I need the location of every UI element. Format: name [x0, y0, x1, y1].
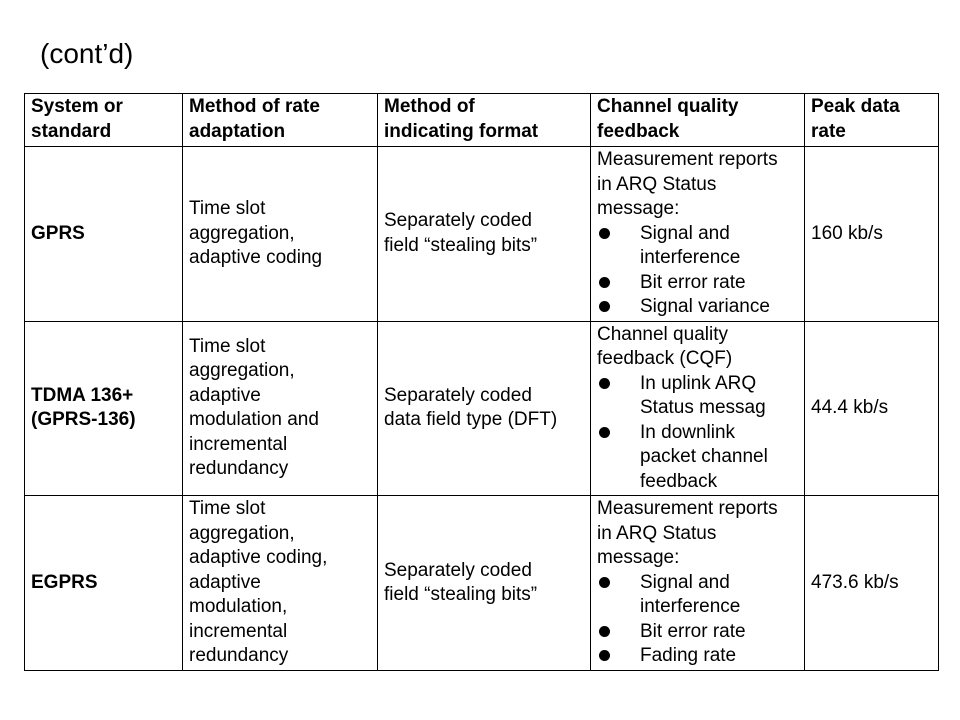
cell-rate-adaptation	[183, 496, 378, 671]
header-line: feedback	[597, 120, 680, 142]
cell-line: Time slot	[189, 498, 266, 520]
cell-indicating-format	[378, 147, 591, 322]
cell-line: incremental	[189, 620, 288, 642]
bullet-item	[597, 295, 804, 320]
header-channel-feedback	[591, 94, 805, 147]
bullet-dot-icon	[599, 301, 610, 312]
cell-line: adaptive	[189, 571, 261, 593]
header-line: Channel quality	[597, 96, 739, 117]
cell-system	[25, 147, 183, 322]
header-line: Method of	[384, 96, 475, 117]
cell-line: aggregation,	[189, 222, 295, 244]
cell-channel-feedback	[591, 496, 805, 671]
cell-line: EGPRS	[31, 571, 98, 593]
cell-line: feedback	[640, 470, 718, 492]
cell-line: GPRS	[31, 222, 85, 244]
cell-line: Signal variance	[640, 296, 770, 317]
header-line: adaptation	[189, 120, 286, 142]
table-header-row	[25, 94, 939, 147]
cell-line: Separately coded	[384, 210, 532, 232]
cell-line: 44.4 kb/s	[811, 397, 889, 418]
cell-peak-rate	[805, 321, 939, 496]
bullet-item	[597, 372, 804, 421]
bullet-dot-icon	[599, 650, 610, 661]
cell-line: message:	[597, 547, 680, 569]
header-indicating-format	[378, 94, 591, 147]
cell-rate-adaptation	[183, 321, 378, 496]
cell-line: Measurement reports	[597, 149, 778, 170]
cell-line: modulation,	[189, 596, 288, 618]
bullet-dot-icon	[599, 577, 610, 588]
comparison-table	[24, 93, 939, 671]
cell-line: interference	[640, 247, 741, 268]
bullet-item	[597, 271, 804, 296]
cell-line: field “stealing bits”	[384, 584, 538, 605]
cell-line: Signal and	[640, 222, 730, 244]
cell-indicating-format	[378, 496, 591, 671]
cell-line: Fading rate	[640, 645, 737, 667]
cell-line: redundancy	[189, 458, 289, 480]
cell-line: Signal and	[640, 571, 730, 593]
cell-line: 473.6 kb/s	[811, 571, 899, 593]
cell-line: Separately coded	[384, 384, 532, 406]
cell-line: Time slot	[189, 198, 266, 219]
bullet-item	[597, 620, 804, 645]
cell-peak-rate	[805, 147, 939, 322]
cell-rate-adaptation	[183, 147, 378, 322]
header-rate-adaptation	[183, 94, 378, 147]
header-line: Peak data	[811, 96, 900, 117]
bullet-dot-icon	[599, 277, 610, 288]
cell-line: Bit error rate	[640, 620, 746, 642]
bullet-dot-icon	[599, 626, 610, 637]
header-peak-rate	[805, 94, 939, 147]
table-row	[25, 496, 939, 671]
header-line: Method of rate	[189, 96, 320, 117]
cell-line: Separately coded	[384, 559, 532, 581]
cell-channel-feedback	[591, 321, 805, 496]
cell-line: interference	[640, 596, 741, 618]
bullet-item	[597, 421, 804, 495]
cell-line: message:	[597, 198, 680, 219]
cell-line: packet channel	[640, 446, 768, 467]
cell-system	[25, 496, 183, 671]
bullet-item	[597, 222, 804, 271]
cell-line: adaptive	[189, 384, 261, 406]
header-line: System or	[31, 96, 123, 117]
header-line: standard	[31, 120, 112, 142]
cell-line: Status messag	[640, 397, 766, 418]
cell-line: (GPRS-136)	[31, 409, 136, 431]
slide-title: (cont’d)	[40, 38, 134, 69]
cell-line: modulation and	[189, 409, 319, 431]
cell-line: Bit error rate	[640, 271, 746, 293]
cell-line: Measurement reports	[597, 498, 778, 520]
header-line: rate	[811, 120, 846, 142]
bullet-item	[597, 644, 804, 669]
bullet-dot-icon	[599, 228, 610, 239]
cell-indicating-format	[378, 321, 591, 496]
cell-line: adaptive coding	[189, 247, 323, 268]
cell-line: Channel quality	[597, 323, 728, 345]
cell-line: adaptive coding,	[189, 547, 328, 569]
cell-system	[25, 321, 183, 496]
cell-line: incremental	[189, 433, 288, 455]
header-line: indicating format	[384, 120, 539, 142]
header-system	[25, 94, 183, 147]
cell-line: in ARQ Status	[597, 522, 717, 544]
cell-line: aggregation,	[189, 522, 295, 544]
table-row	[25, 321, 939, 496]
cell-line: data field type (DFT)	[384, 409, 558, 431]
bullet-dot-icon	[599, 427, 610, 438]
bullet-dot-icon	[599, 378, 610, 389]
cell-peak-rate	[805, 496, 939, 671]
cell-line: redundancy	[189, 645, 289, 667]
cell-line: in ARQ Status	[597, 173, 717, 195]
table-row	[25, 147, 939, 322]
cell-line: Time slot	[189, 335, 266, 357]
cell-line: In uplink ARQ	[640, 372, 757, 394]
cell-line: aggregation,	[189, 360, 295, 382]
bullet-item	[597, 571, 804, 620]
cell-channel-feedback	[591, 147, 805, 322]
cell-line: 160 kb/s	[811, 222, 883, 244]
cell-line: field “stealing bits”	[384, 234, 538, 256]
cell-line: feedback (CQF)	[597, 348, 733, 369]
cell-line: In downlink	[640, 421, 736, 443]
cell-line: TDMA 136+	[31, 384, 134, 406]
